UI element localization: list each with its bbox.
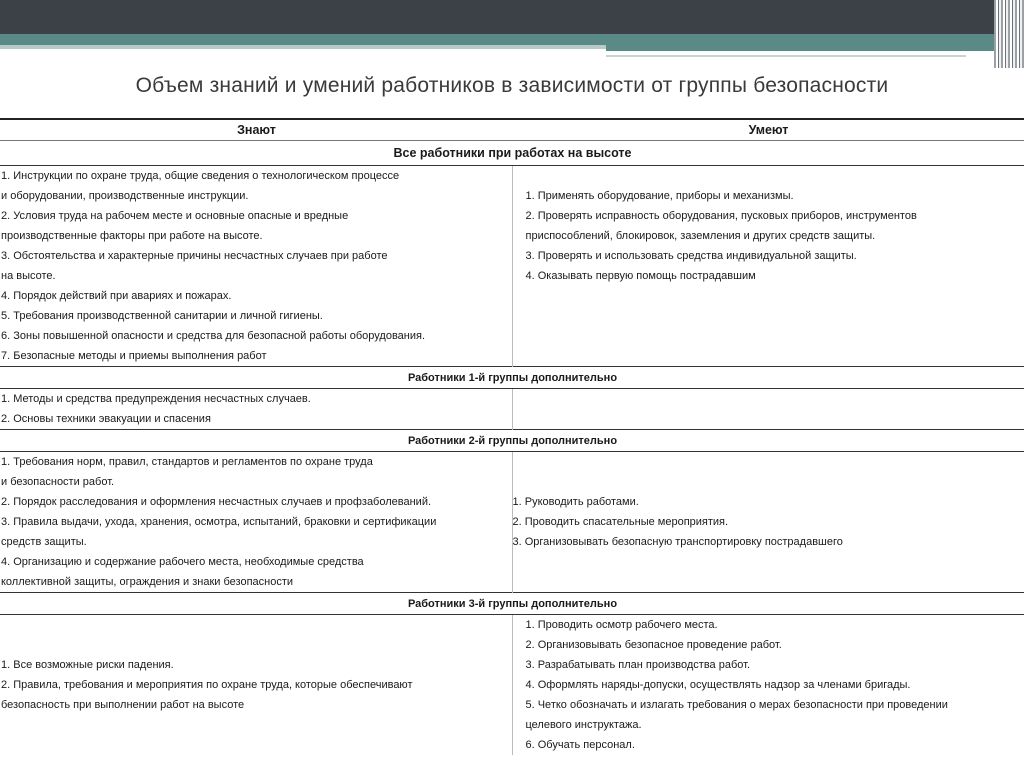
list-item: приспособлений, блокировок, заземления и других средств защиты. <box>525 230 876 242</box>
section-header-row <box>0 430 1024 452</box>
list-item: безопасность при выполнении работ на высоте <box>1 699 245 711</box>
column-header-can: Умеют <box>512 119 1024 141</box>
section-header-group-1: Работники 1-й группы дополнительно <box>0 367 1024 389</box>
list-item: 1. Все возможные риски падения. <box>1 659 174 671</box>
list-item: 3. Проверять и использовать средства индивидуальной защиты. <box>525 250 857 262</box>
know-cell-group-1 <box>0 389 512 430</box>
list-item: 2. Основы техники эвакуации и спасения <box>1 413 211 425</box>
list-item: 2. Проводить спасательные мероприятия. <box>512 516 729 528</box>
list-item: 2. Правила, требования и мероприятия по охране труда, которые обеспечивают <box>1 679 413 691</box>
list-item: 2. Проверять исправность оборудования, пусковых приборов, инструментов <box>525 210 917 222</box>
section-header-group-2: Работники 2-й группы дополнительно <box>0 430 1024 452</box>
list-item: 6. Зоны повышенной опасности и средства для безопасной работы оборудования. <box>1 330 426 342</box>
can-cell-all-workers <box>512 166 1024 367</box>
list-item: 2. Условия труда на рабочем месте и основные опасные и вредные <box>1 210 349 222</box>
section-body-row <box>0 166 1024 367</box>
know-cell-group-2 <box>0 452 512 593</box>
section-header-row <box>0 593 1024 615</box>
list-item: 1. Применять оборудование, приборы и механизмы. <box>525 190 794 202</box>
list-item: 4. Порядок действий при авариях и пожарах. <box>1 290 232 302</box>
banner-teal-band <box>0 34 1024 45</box>
banner-thin-line <box>606 55 966 57</box>
list-item: 7. Безопасные методы и приемы выполнения работ <box>1 350 267 362</box>
slide-title: Объем знаний и умений работников в зависимости от группы безопасности <box>135 74 889 97</box>
list-item: 4. Организацию и содержание рабочего места, необходимые средства <box>1 556 364 568</box>
section-body-row <box>0 389 1024 430</box>
section-body-row <box>0 452 1024 593</box>
can-cell-group-2 <box>512 452 1024 593</box>
know-cell-all-workers <box>0 166 512 367</box>
column-header-know: Знают <box>0 119 512 141</box>
list-item: 5. Четко обозначать и излагать требования о мерах безопасности при проведении <box>525 699 948 711</box>
section-header-all-workers: Все работники при работах на высоте <box>0 141 1024 166</box>
list-item: 3. Правила выдачи, ухода, хранения, осмотра, испытаний, браковки и сертификации <box>1 516 437 528</box>
list-item: 5. Требования производственной санитарии и личной гигиены. <box>1 310 323 322</box>
banner-dark-band <box>0 0 1024 34</box>
list-item: 1. Руководить работами. <box>512 496 639 508</box>
banner-light-band <box>0 45 606 49</box>
list-item: на высоте. <box>1 270 56 282</box>
knowledge-table <box>0 118 1024 755</box>
list-item: 6. Обучать персонал. <box>525 739 635 751</box>
section-body-row <box>0 615 1024 756</box>
list-item: 1. Инструкции по охране труда, общие сведения о технологическом процессе <box>1 170 400 182</box>
list-item: средств защиты. <box>1 536 87 548</box>
list-item: 2. Организовывать безопасное проведение работ. <box>525 639 782 651</box>
decorative-banner <box>0 0 1024 68</box>
list-item: коллективной защиты, ограждения и знаки безопасности <box>1 576 294 588</box>
list-item: 2. Порядок расследования и оформления несчастных случаев и профзаболеваний. <box>1 496 432 508</box>
list-item: 1. Методы и средства предупреждения несчастных случаев. <box>1 393 311 405</box>
list-item: и безопасности работ. <box>1 476 115 488</box>
can-cell-group-1 <box>512 389 1024 430</box>
list-item: 1. Требования норм, правил, стандартов и регламентов по охране труда <box>1 456 373 468</box>
table-header-row <box>0 119 1024 141</box>
section-header-row <box>0 367 1024 389</box>
list-item: 3. Разрабатывать план производства работ. <box>525 659 751 671</box>
banner-teal-accent <box>606 45 1024 51</box>
list-item: 3. Организовывать безопасную транспортировку пострадавшего <box>512 536 843 548</box>
section-header-group-3: Работники 3-й группы дополнительно <box>0 593 1024 615</box>
list-item: целевого инструктажа. <box>525 719 642 731</box>
banner-stripes <box>994 0 1024 68</box>
list-item: 4. Оформлять наряды-допуски, осуществлять надзор за членами бригады. <box>525 679 911 691</box>
section-header-row <box>0 141 1024 166</box>
list-item: 1. Проводить осмотр рабочего места. <box>525 619 718 631</box>
list-item: и оборудовании, производственные инструкции. <box>1 190 249 202</box>
list-item: 3. Обстоятельства и характерные причины несчастных случаев при работе <box>1 250 388 262</box>
list-item: производственные факторы при работе на высоте. <box>1 230 263 242</box>
list-item: 4. Оказывать первую помощь пострадавшим <box>525 270 756 282</box>
know-cell-group-3 <box>0 615 512 756</box>
can-cell-group-3 <box>512 615 1024 756</box>
